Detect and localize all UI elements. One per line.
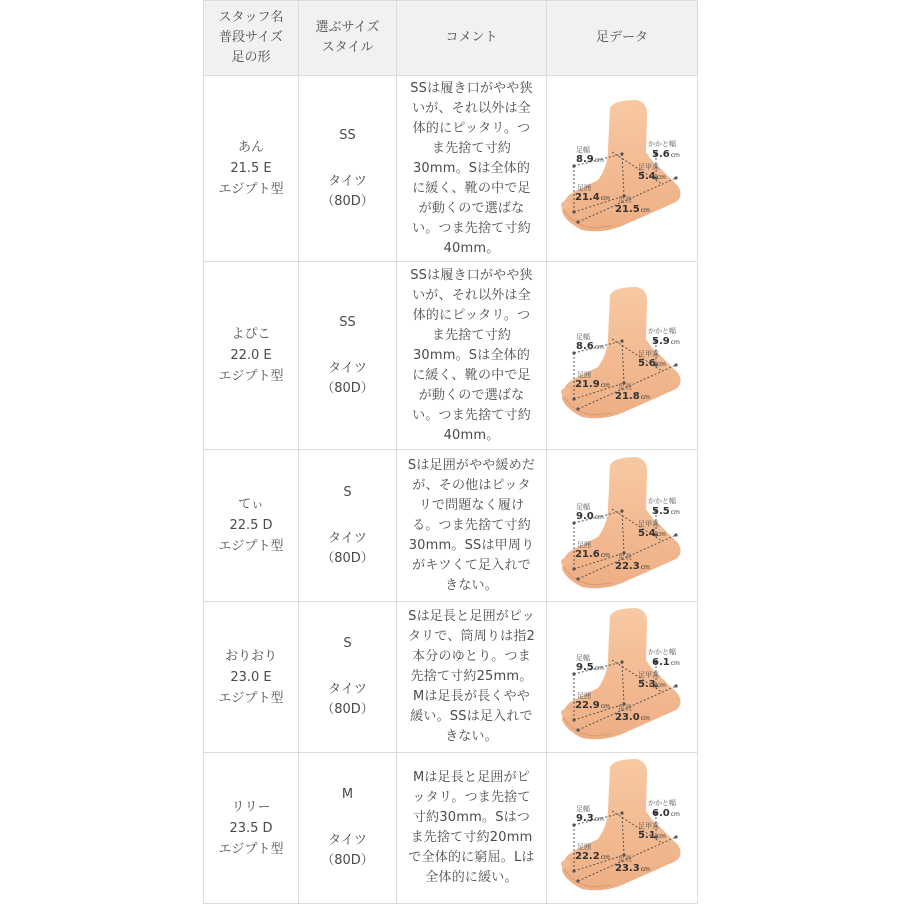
foot-shape: エジプト型 bbox=[218, 539, 284, 554]
comment-line: がキツくて足入れで bbox=[412, 557, 531, 573]
length-label: 足長 bbox=[618, 855, 632, 863]
instep-value: 5.3cm bbox=[638, 679, 666, 690]
width-label: 足幅 bbox=[576, 502, 590, 511]
width-value: 8.9cm bbox=[576, 153, 604, 165]
staff-cell bbox=[204, 602, 299, 753]
girth-label: 足囲 bbox=[577, 692, 591, 700]
instep-value: 5.6cm bbox=[638, 357, 666, 369]
comment-cell bbox=[397, 262, 547, 450]
comment-line: ま先捨て寸約 bbox=[431, 327, 512, 343]
foot-shape: エジプト型 bbox=[218, 182, 284, 197]
heel-label: かかと幅 bbox=[648, 496, 676, 505]
comment-line: 先捨て寸約25mm。 bbox=[410, 669, 533, 684]
style-name: タイツ bbox=[328, 530, 367, 546]
table-row bbox=[204, 450, 698, 602]
comment-line: いが、それ以外は全 bbox=[412, 100, 531, 116]
comment-line: ま先捨て寸約 bbox=[431, 140, 512, 156]
length-value: 23.3cm bbox=[615, 863, 650, 874]
comment-line: 40mm。 bbox=[443, 427, 500, 443]
comment-line: いが、それ以外は全 bbox=[412, 287, 531, 303]
heel-value: 6.1cm bbox=[652, 657, 680, 668]
length-value: 21.8cm bbox=[615, 390, 650, 402]
comment-line: Sは足囲がやや緩めだ bbox=[407, 457, 536, 473]
heel-label: かかと幅 bbox=[648, 648, 676, 656]
comment-line: きない。 bbox=[445, 729, 498, 744]
foot-diagram bbox=[552, 94, 692, 244]
length-label: 足長 bbox=[618, 704, 632, 712]
style-denier: （80D） bbox=[321, 853, 374, 868]
length-label: 足長 bbox=[618, 552, 632, 561]
size-cell bbox=[299, 450, 397, 602]
length-label: 足長 bbox=[618, 195, 632, 204]
comment-line: 体的にピッタリ。つ bbox=[412, 307, 531, 323]
usual-size: 23.0 E bbox=[230, 669, 272, 685]
style-name: タイツ bbox=[328, 360, 367, 376]
staff-name: リリー bbox=[231, 799, 271, 815]
width-label: 足幅 bbox=[576, 145, 590, 154]
chosen-size: SS bbox=[339, 127, 356, 143]
width-label: 足幅 bbox=[576, 805, 590, 813]
foot-data-cell bbox=[547, 262, 698, 450]
width-label: 足幅 bbox=[576, 654, 590, 662]
foot-diagram bbox=[552, 602, 692, 752]
size-cell bbox=[299, 76, 397, 262]
foot-diagram bbox=[552, 753, 692, 903]
staff-name: おりおり bbox=[224, 648, 277, 664]
heel-label: かかと幅 bbox=[648, 799, 676, 807]
width-label: 足幅 bbox=[576, 332, 590, 341]
girth-label: 足囲 bbox=[577, 540, 591, 549]
usual-size: 22.0 E bbox=[230, 348, 272, 363]
staff-cell bbox=[204, 753, 299, 904]
comment-line: SSは履き口がやや狭 bbox=[410, 267, 533, 283]
heel-value: 5.9cm bbox=[652, 335, 680, 347]
girth-value: 21.9cm bbox=[575, 378, 610, 390]
length-label: 足長 bbox=[618, 382, 632, 391]
comment-line: い。つま先捨て寸約 bbox=[412, 407, 531, 423]
foot-shape: エジプト型 bbox=[218, 841, 284, 857]
comment-line: 体的にピッタリ。つ bbox=[412, 120, 531, 136]
chosen-size: SS bbox=[339, 314, 356, 330]
foot-image bbox=[552, 753, 692, 903]
comment-line: 30mm。Sは全体的 bbox=[412, 347, 531, 363]
girth-label: 足囲 bbox=[577, 183, 591, 192]
style-denier: （80D） bbox=[321, 702, 374, 717]
comment-line: きない。 bbox=[445, 577, 498, 593]
comment-cell bbox=[397, 602, 547, 753]
foot-image bbox=[552, 451, 692, 601]
comment-line: が、その他はピッタ bbox=[412, 477, 531, 493]
girth-value: 21.4cm bbox=[575, 191, 610, 203]
heel-value: 5.6cm bbox=[652, 148, 680, 160]
girth-label: 足囲 bbox=[577, 843, 591, 851]
comment-line: が動くので選ばな bbox=[418, 387, 525, 403]
staff-cell bbox=[204, 450, 299, 602]
width-value: 9.3cm bbox=[576, 813, 604, 824]
header-size-line: 選ぶサイズ bbox=[315, 20, 380, 35]
length-value: 21.5cm bbox=[615, 203, 650, 215]
header-staff-line: 足の形 bbox=[231, 50, 271, 65]
style-denier: （80D） bbox=[321, 380, 374, 396]
header-staff-line: スタッフ名 bbox=[218, 10, 284, 25]
length-value: 22.3cm bbox=[615, 560, 650, 572]
girth-value: 22.9cm bbox=[575, 700, 610, 711]
width-value: 8.6cm bbox=[576, 340, 604, 352]
style-name: タイツ bbox=[328, 173, 367, 189]
instep-label: 足甲高 bbox=[638, 822, 659, 830]
foot-image bbox=[552, 602, 692, 752]
table-header-row bbox=[204, 1, 698, 76]
comment-line: に緩く、靴の中で足 bbox=[412, 367, 531, 383]
comment-line: 寸約30mm。Sはつ bbox=[412, 810, 531, 825]
foot-diagram bbox=[552, 451, 692, 601]
comment-line: Sは足長と足囲がピッ bbox=[408, 609, 535, 624]
comment-line: 40mm。 bbox=[443, 240, 500, 256]
comment-line: 本分のゆとり。つま bbox=[412, 649, 531, 664]
instep-label: 足甲高 bbox=[638, 519, 659, 528]
foot-data-cell bbox=[547, 450, 698, 602]
chosen-size: S bbox=[343, 484, 352, 500]
instep-label: 足甲高 bbox=[638, 349, 659, 358]
table-row bbox=[204, 602, 698, 753]
size-cell bbox=[299, 262, 397, 450]
table-row bbox=[204, 76, 698, 262]
staff-cell bbox=[204, 76, 299, 262]
girth-value: 21.6cm bbox=[575, 548, 610, 560]
comment-line: で全体的に窮屈。Lは bbox=[408, 850, 535, 865]
instep-value: 5.1cm bbox=[638, 830, 666, 841]
header-staff-line: 普段サイズ bbox=[219, 30, 283, 45]
comment-line: い。つま先捨て寸約 bbox=[412, 220, 531, 236]
chosen-size: S bbox=[343, 636, 352, 651]
table-row bbox=[204, 753, 698, 904]
foot-image bbox=[552, 281, 692, 431]
usual-size: 23.5 D bbox=[229, 820, 273, 836]
table-row bbox=[204, 262, 698, 450]
comment-line: 緩い。SSは足入れで bbox=[410, 709, 533, 724]
header-size-line: スタイル bbox=[321, 40, 374, 55]
foot-data-cell bbox=[547, 753, 698, 904]
staff-size-table bbox=[203, 0, 698, 904]
width-value: 9.0cm bbox=[576, 510, 604, 522]
foot-shape: エジプト型 bbox=[218, 369, 284, 384]
header-size bbox=[299, 1, 397, 76]
girth-value: 22.2cm bbox=[575, 851, 610, 862]
staff-cell bbox=[204, 262, 299, 450]
instep-label: 足甲高 bbox=[638, 671, 659, 679]
foot-diagram bbox=[552, 281, 692, 431]
comment-line: Mは足長と足囲がピ bbox=[412, 770, 531, 785]
foot-data-cell bbox=[547, 76, 698, 262]
girth-label: 足囲 bbox=[577, 370, 591, 379]
comment-line: 30mm。Sは全体的 bbox=[412, 160, 531, 176]
size-cell bbox=[299, 602, 397, 753]
header-comment: コメント bbox=[397, 1, 547, 76]
style-denier: （80D） bbox=[321, 193, 374, 209]
size-cell bbox=[299, 753, 397, 904]
comment-line: SSは履き口がやや狭 bbox=[410, 80, 533, 96]
instep-value: 5.4cm bbox=[638, 527, 666, 539]
width-value: 9.5cm bbox=[576, 662, 604, 673]
chosen-size: M bbox=[341, 787, 354, 802]
heel-label: かかと幅 bbox=[648, 139, 676, 148]
comment-line: 30mm。SSは甲周り bbox=[408, 537, 535, 553]
length-value: 23.0cm bbox=[615, 712, 650, 723]
instep-label: 足甲高 bbox=[638, 162, 659, 171]
comment-line: タリで、筒周りは指2 bbox=[407, 629, 535, 644]
header-foot-data: 足データ bbox=[547, 1, 698, 76]
staff-name: あん bbox=[237, 140, 264, 155]
comment-cell bbox=[397, 450, 547, 602]
usual-size: 22.5 D bbox=[229, 518, 273, 533]
comment-cell bbox=[397, 76, 547, 262]
comment-line: る。つま先捨て寸約 bbox=[412, 517, 531, 533]
foot-shape: エジプト型 bbox=[218, 690, 284, 706]
comment-cell bbox=[397, 753, 547, 904]
heel-value: 5.5cm bbox=[652, 505, 680, 517]
staff-name: よぴこ bbox=[231, 327, 271, 342]
instep-value: 5.4cm bbox=[638, 170, 666, 182]
header-staff bbox=[204, 1, 299, 76]
comment-line: 全体的に緩い。 bbox=[425, 870, 518, 885]
foot-data-cell bbox=[547, 602, 698, 753]
usual-size: 21.5 E bbox=[230, 161, 272, 176]
comment-line: が動くので選ばな bbox=[418, 200, 525, 216]
comment-line: Mは足長が長くやや bbox=[412, 689, 531, 704]
comment-line: に緩く、靴の中で足 bbox=[412, 180, 531, 196]
foot-image bbox=[552, 94, 692, 244]
comment-line: ッタリ。つま先捨て bbox=[412, 790, 531, 805]
heel-label: かかと幅 bbox=[648, 326, 676, 335]
staff-name: てぃ bbox=[238, 497, 264, 512]
heel-value: 6.0cm bbox=[652, 808, 680, 819]
style-name: タイツ bbox=[328, 682, 367, 697]
style-denier: （80D） bbox=[321, 550, 374, 566]
style-name: タイツ bbox=[328, 833, 367, 848]
comment-line: ま先捨て寸約20mm bbox=[410, 830, 533, 845]
comment-line: リで問題なく履け bbox=[418, 497, 525, 513]
